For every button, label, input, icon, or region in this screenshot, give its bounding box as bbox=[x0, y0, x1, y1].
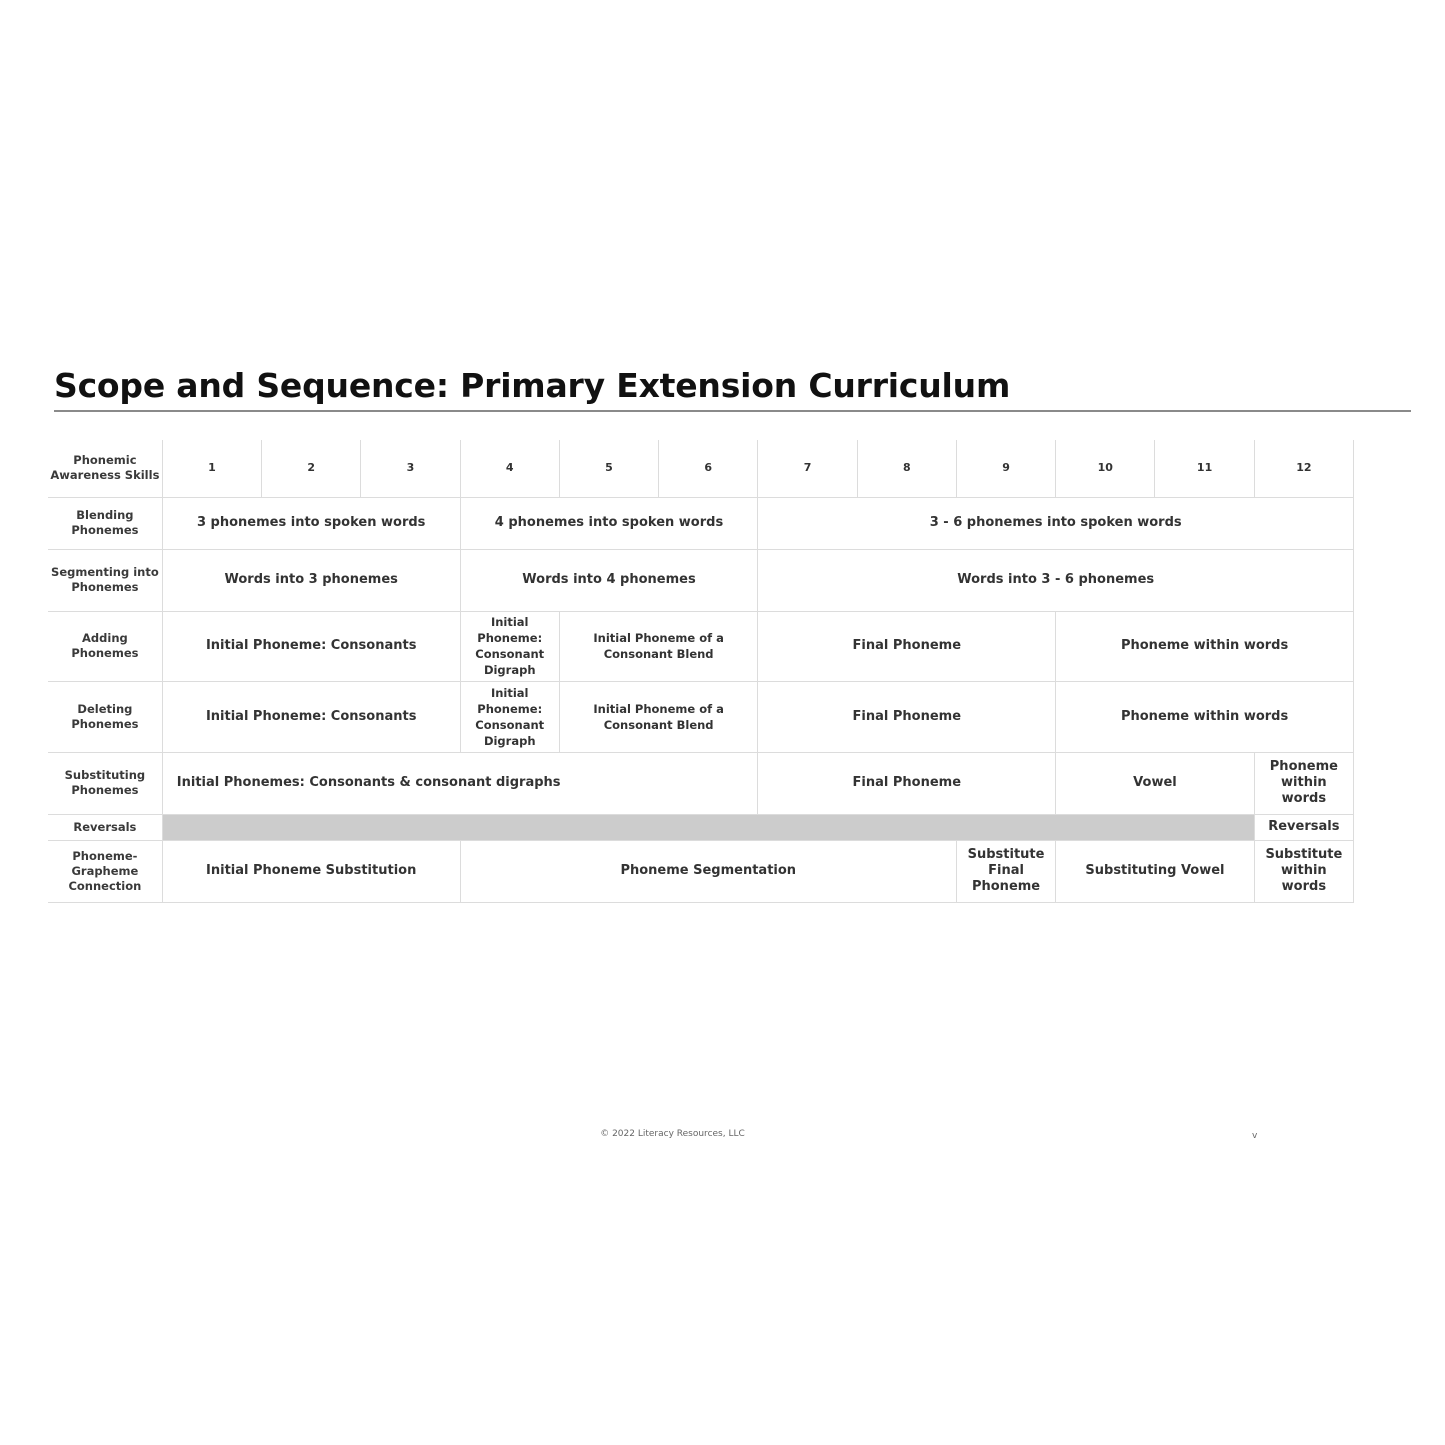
substituting-row bbox=[48, 752, 1354, 814]
skill-cell: Substitute within words bbox=[1254, 840, 1353, 902]
lesson-number: 1 bbox=[162, 440, 261, 497]
skill-cell: Initial Phoneme of a Consonant Blend bbox=[559, 611, 758, 681]
adding-row bbox=[48, 611, 1354, 681]
skill-cell: Words into 3 - 6 phonemes bbox=[758, 549, 1354, 611]
lesson-number: 4 bbox=[460, 440, 559, 497]
segmenting-row bbox=[48, 549, 1354, 611]
lesson-number: 11 bbox=[1155, 440, 1254, 497]
skill-cell: Initial Phoneme: Consonant Digraph bbox=[460, 611, 559, 681]
row-label-connection: Phoneme-Grapheme Connection bbox=[48, 840, 162, 902]
lesson-number: 10 bbox=[1056, 440, 1155, 497]
skill-cell: Phoneme Segmentation bbox=[460, 840, 956, 902]
lesson-number: 9 bbox=[956, 440, 1055, 497]
row-label-deleting: Deleting Phonemes bbox=[48, 681, 162, 752]
blending-row bbox=[48, 497, 1354, 549]
skill-cell: Initial Phoneme: Consonants bbox=[162, 681, 460, 752]
skill-cell: Final Phoneme bbox=[758, 752, 1056, 814]
row-label-reversals: Reversals bbox=[48, 814, 162, 840]
copyright-footer: © 2022 Literacy Resources, LLC bbox=[600, 1129, 745, 1139]
lesson-number: 3 bbox=[361, 440, 460, 497]
skill-cell: Phoneme within words bbox=[1254, 752, 1353, 814]
skill-cell: Vowel bbox=[1056, 752, 1255, 814]
skill-cell: 3 - 6 phonemes into spoken words bbox=[758, 497, 1354, 549]
skill-cell: Final Phoneme bbox=[758, 681, 1056, 752]
row-label-segmenting: Segmenting into Phonemes bbox=[48, 549, 162, 611]
skill-cell: Words into 4 phonemes bbox=[460, 549, 758, 611]
scope-sequence-table bbox=[48, 440, 1354, 903]
skill-cell: Phoneme within words bbox=[1056, 681, 1354, 752]
shaded-empty-cell bbox=[162, 814, 1254, 840]
skill-cell: Initial Phonemes: Consonants & consonant digraphs bbox=[162, 752, 758, 814]
skill-cell: Final Phoneme bbox=[758, 611, 1056, 681]
lesson-number: 5 bbox=[559, 440, 658, 497]
page-number: v bbox=[1252, 1131, 1258, 1141]
page-title: Scope and Sequence: Primary Extension Curriculum bbox=[54, 366, 1011, 405]
skill-cell: Initial Phoneme of a Consonant Blend bbox=[559, 681, 758, 752]
skill-cell: 3 phonemes into spoken words bbox=[162, 497, 460, 549]
row-label-substituting: Substituting Phonemes bbox=[48, 752, 162, 814]
skill-cell: Reversals bbox=[1254, 814, 1353, 840]
skill-cell: 4 phonemes into spoken words bbox=[460, 497, 758, 549]
skill-cell: Initial Phoneme: Consonant Digraph bbox=[460, 681, 559, 752]
deleting-row bbox=[48, 681, 1354, 752]
lesson-number: 12 bbox=[1254, 440, 1353, 497]
reversals-row bbox=[48, 814, 1354, 840]
lesson-number: 6 bbox=[659, 440, 758, 497]
row-label-adding: Adding Phonemes bbox=[48, 611, 162, 681]
lesson-number: 2 bbox=[262, 440, 361, 497]
lesson-number: 8 bbox=[857, 440, 956, 497]
header-row bbox=[48, 440, 1354, 497]
title-divider bbox=[54, 410, 1411, 412]
skill-cell: Substitute Final Phoneme bbox=[956, 840, 1055, 902]
header-label: Phonemic Awareness Skills bbox=[48, 440, 162, 497]
lesson-number: 7 bbox=[758, 440, 857, 497]
skill-cell: Substituting Vowel bbox=[1056, 840, 1255, 902]
skill-cell: Initial Phoneme Substitution bbox=[162, 840, 460, 902]
skill-cell: Words into 3 phonemes bbox=[162, 549, 460, 611]
row-label-blending: Blending Phonemes bbox=[48, 497, 162, 549]
connection-row bbox=[48, 840, 1354, 902]
skill-cell: Initial Phoneme: Consonants bbox=[162, 611, 460, 681]
skill-cell: Phoneme within words bbox=[1056, 611, 1354, 681]
